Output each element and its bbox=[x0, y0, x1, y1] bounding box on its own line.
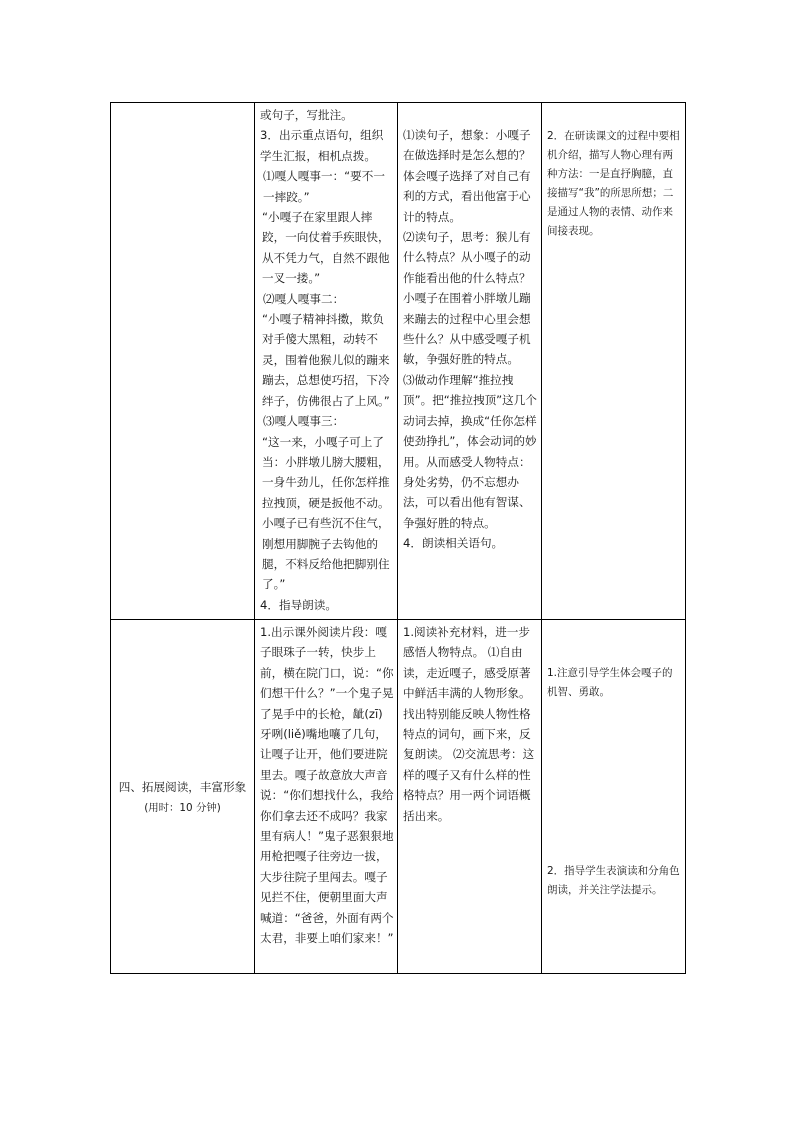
text-line: 2．在研读课文的过程中要相机介绍，描写人物心理有两种方法：一是直抒胸臆，直接描写“我”的所思所想；二是通过人物的表情、动作来间接表现。 bbox=[547, 130, 680, 237]
stage-cell bbox=[111, 620, 255, 974]
text-line: 4．朗读相关语句。 bbox=[403, 536, 504, 551]
table-row bbox=[111, 620, 686, 974]
design-intent-cell bbox=[542, 103, 686, 620]
text-line: 1.阅读补充材料，进一步感悟人物特点。 ⑴自由读，走近嘎子，感受原著中鲜活丰满的人物形象。找出特别能反映人物性格特点的词句，画下来，反复朗读。 ⑵交流思考：这样的嘎子又有什么样的性格特点？用一两个词语概括出来。 bbox=[403, 625, 535, 823]
student-activity-cell bbox=[398, 103, 542, 620]
text-line: 1.注意引导学生体会嘎子的机智、勇敢。 bbox=[547, 667, 673, 698]
text-line: ⑶做动作理解“推拉拽顶”。把“推拉拽顶”这几个动词去掉，换成“任你怎样使劲挣扎”，体会动词的妙用。从而感受人物特点：身处劣势，仍不忘想办法，可以看出他有智谋、争强好胜的特点。 bbox=[403, 372, 537, 530]
lesson-plan-table bbox=[110, 102, 686, 974]
design-intent-cell bbox=[542, 620, 686, 974]
text-line: ⑵嘎人嘎事二： bbox=[263, 291, 345, 306]
stage-title: 四、拓展阅读，丰富形象 bbox=[118, 779, 247, 794]
table-row bbox=[111, 103, 686, 620]
quote-text: “小嘎子精神抖擞，欺负对手傻大黑粗，动转不灵，围着他猴儿似的蹦来蹦去，总想使巧招，下冷绊子，仿佛很占了上风。” bbox=[262, 312, 390, 408]
quote-text: “这一来，小嘎子可上了当：小胖墩儿膀大腰粗，一身牛劲儿，任你怎样推拉拽顶，硬是扳他不动。小嘎子已有些沉不住气，刚想用脚腕子去钩他的腿，不料反给他把脚别住了。” bbox=[262, 434, 390, 592]
text-line: 或句子，写批注。 bbox=[260, 108, 353, 122]
text-line: ⑴嘎人嘎事一：“要不一一摔跤。” bbox=[263, 169, 385, 204]
text-line: 3．出示重点语句，组织学生汇报，相机点拨。 bbox=[260, 128, 384, 163]
student-activity-cell bbox=[398, 620, 542, 974]
text-line: ⑶嘎人嘎事三： bbox=[263, 414, 345, 429]
text-line: ⑴读句子，想象：小嘎子在做选择时是怎么想的？体会嘎子选择了对自己有利的方式，看出他富于心计的特点。 bbox=[403, 128, 531, 224]
stage-cell-empty bbox=[111, 103, 255, 620]
quote-text: “小嘎子在家里跟人摔跤，一向仗着手疾眼快，从不凭力气，自然不跟他一叉一搂。” bbox=[262, 210, 390, 286]
teacher-activity-cell bbox=[255, 620, 398, 974]
teacher-activity-cell bbox=[255, 103, 398, 620]
text-line: 1.出示课外阅读片段：嘎子眼珠子一转，快步上前，横在院门口，说：“你们想干什么？”一个鬼子晃了晃手中的长枪，龇(zī)牙咧(liě)嘴地嚷了几句，让嘎子让开，他们要进院里去。嘎子故意放大声音说：“你们想找什么，我给你们拿去还不成吗？我家里有病人！”鬼子恶狠狠地用枪把嘎子往旁边一拔，大步往院子里闯去。嘎子见拦不住，便朝里面大声喊道：“爸爸，外面有两个太君，非要上咱们家来！” bbox=[260, 625, 394, 946]
stage-time: (用时：10 分钟) bbox=[144, 801, 221, 814]
text-line: 2．指导学生表演读和分角色朗读，并关注学法提示。 bbox=[547, 865, 680, 896]
text-line: ⑵读句子，思考：猴儿有什么特点？从小嘎子的动作能看出他的什么特点？小嘎子在围着小胖墩儿蹦来蹦去的过程中心里会想些什么？从中感受嘎子机敏，争强好胜的特点。 bbox=[403, 230, 531, 367]
text-line: 4．指导朗读。 bbox=[260, 597, 337, 612]
